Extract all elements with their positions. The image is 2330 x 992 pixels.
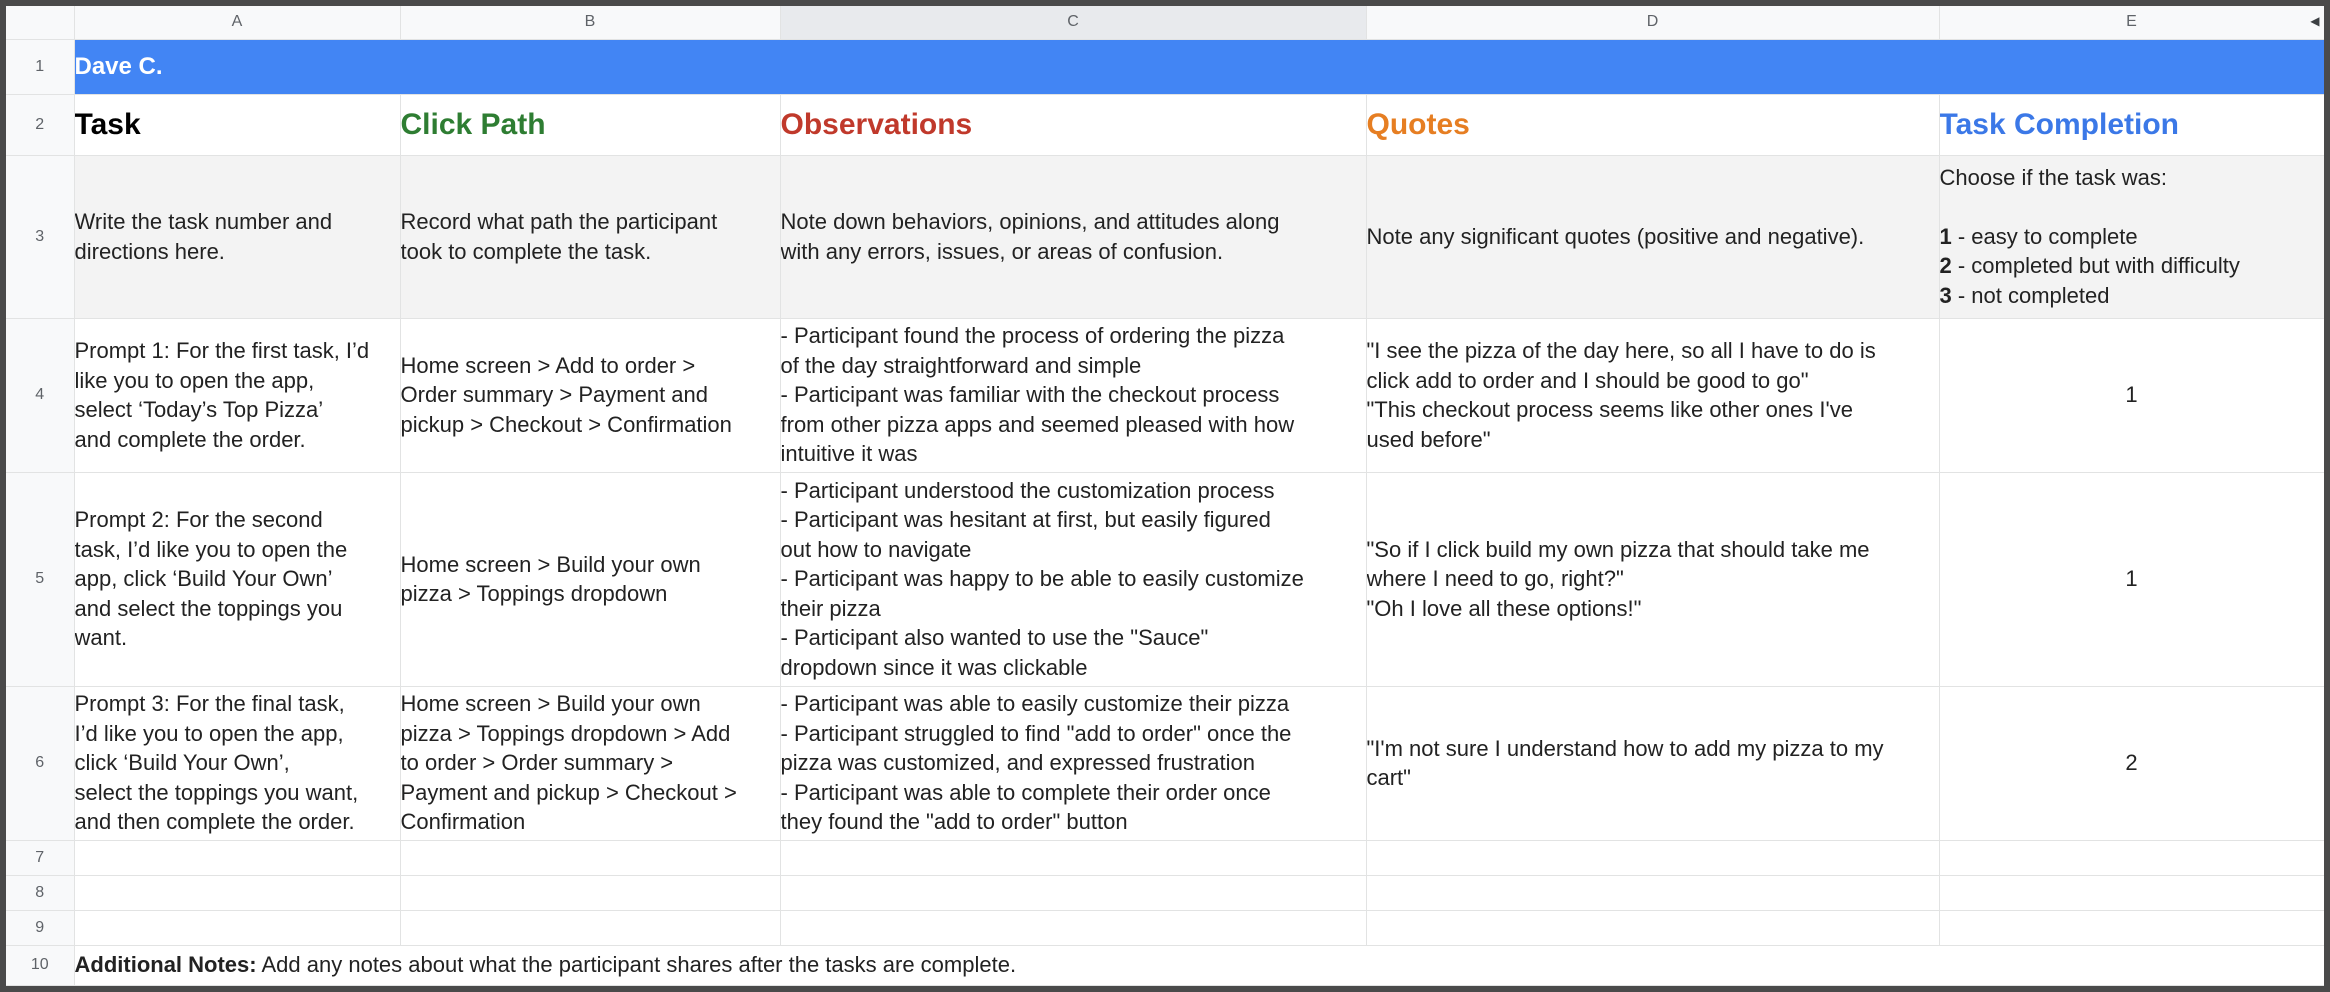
scale-text: - easy to complete: [1951, 223, 2138, 249]
completion-blank-line: [1940, 192, 2324, 222]
task-text: Prompt 2: For the second task, I’d like you to open the app, click ‘Build Your Own’ and select the toppings you want.: [74, 507, 348, 651]
row-header-10[interactable]: 10: [6, 945, 74, 985]
click-path-text: Home screen > Build your own pizza > Toppings dropdown: [400, 551, 701, 606]
observations-text: - Participant found the process of ordering the pizza of the day straightforward and simple - Participant was familiar with the checkout process from other pizza apps and seemed pleased with how intuitive it was: [780, 323, 1295, 467]
quotes-text: "I'm not sure I understand how to add my pizza to my cart": [1366, 735, 1884, 790]
column-header-c[interactable]: C: [780, 6, 1366, 39]
column-header-b[interactable]: B: [400, 6, 780, 39]
observations-cell[interactable]: [780, 686, 1366, 840]
task-text: Prompt 1: For the first task, I’d like you to open the app, select ‘Today’s Top Pizza’ and complete the order.: [74, 338, 370, 452]
quotes-description-text: Note any significant quotes (positive and negative).: [1366, 223, 1865, 249]
observations-cell[interactable]: [780, 472, 1366, 686]
click-path-text: Home screen > Build your own pizza > Toppings dropdown > Add to order > Order summary > Payment and pickup > Checkout > Confirmation: [400, 691, 737, 835]
additional-notes-cell[interactable]: [74, 945, 2324, 985]
completion-cell[interactable]: 2: [1939, 686, 2324, 840]
completion-cell[interactable]: 1: [1939, 318, 2324, 472]
click-path-cell[interactable]: [400, 686, 780, 840]
quotes-text: "I see the pizza of the day here, so all I have to do is click add to order and I should be good to go" "This checkout process seems like other ones I've used before": [1366, 338, 1876, 452]
empty-cell[interactable]: [1939, 910, 2324, 945]
observations-text: - Participant was able to easily customize their pizza - Participant struggled to find "add to order" once the pizza was customized, and expressed frustration - Participant was able to complete their order once they found the "add to order" button: [780, 691, 1292, 835]
observations-heading-cell[interactable]: Observations: [780, 94, 1366, 155]
completion-cell[interactable]: 1: [1939, 472, 2324, 686]
empty-cell[interactable]: [74, 840, 400, 875]
column-header-e-label: E: [2126, 13, 2137, 31]
empty-cell[interactable]: [400, 840, 780, 875]
empty-cell[interactable]: [1366, 840, 1939, 875]
empty-cell[interactable]: [400, 910, 780, 945]
empty-cell[interactable]: [1939, 840, 2324, 875]
scale-number: 3: [1939, 282, 1952, 308]
completion-scale-item: [1940, 281, 2324, 311]
click-path-description-cell[interactable]: [400, 155, 780, 318]
scale-number: 1: [1939, 223, 1952, 249]
task-completion-description-cell[interactable]: [1939, 155, 2324, 318]
task-cell[interactable]: [74, 472, 400, 686]
column-header-d[interactable]: D: [1366, 6, 1939, 39]
empty-cell[interactable]: [1939, 875, 2324, 910]
quotes-cell[interactable]: [1366, 686, 1939, 840]
task-text: Prompt 3: For the final task, I’d like you to open the app, click ‘Build Your Own’, select the toppings you want, and then complete the order.: [74, 691, 359, 835]
observations-description-cell[interactable]: [780, 155, 1366, 318]
row-header-3[interactable]: 3: [6, 155, 74, 318]
observations-cell[interactable]: [780, 318, 1366, 472]
task-cell[interactable]: [74, 686, 400, 840]
task-cell[interactable]: [74, 318, 400, 472]
row-header-7[interactable]: 7: [6, 840, 74, 875]
empty-cell[interactable]: [780, 910, 1366, 945]
row-header-1[interactable]: 1: [6, 39, 74, 94]
empty-cell[interactable]: [1366, 910, 1939, 945]
row-header-8[interactable]: 8: [6, 875, 74, 910]
row-header-2[interactable]: 2: [6, 94, 74, 155]
scale-text: - completed but with difficulty: [1951, 253, 2240, 279]
observations-text: - Participant understood the customization process - Participant was hesitant at first, but easily figured out how to navigate - Participant was happy to be able to easily customize their pizza - Participant also wanted to use the "Sauce" dropdown since it was clickable: [780, 477, 1304, 680]
row-header-5[interactable]: 5: [6, 472, 74, 686]
quotes-heading-cell[interactable]: Quotes: [1366, 94, 1939, 155]
observations-description-text: Note down behaviors, opinions, and attitudes along with any errors, issues, or areas of confusion.: [780, 209, 1280, 264]
quotes-cell[interactable]: [1366, 318, 1939, 472]
spreadsheet-grid: [6, 6, 2324, 986]
completion-scale-item: [1940, 222, 2324, 252]
task-heading-cell[interactable]: Task: [74, 94, 400, 155]
empty-cell[interactable]: [780, 875, 1366, 910]
empty-cell[interactable]: [400, 875, 780, 910]
click-path-description-text: Record what path the participant took to complete the task.: [400, 209, 718, 264]
click-path-cell[interactable]: [400, 318, 780, 472]
empty-cell[interactable]: [780, 840, 1366, 875]
empty-cell[interactable]: [74, 910, 400, 945]
task-description-cell[interactable]: [74, 155, 400, 318]
spreadsheet: [6, 6, 2324, 986]
scale-text: - not completed: [1951, 282, 2110, 308]
row-header-6[interactable]: 6: [6, 686, 74, 840]
column-header-e[interactable]: [1939, 6, 2324, 39]
row-header-9[interactable]: 9: [6, 910, 74, 945]
quotes-text: "So if I click build my own pizza that should take me where I need to go, right?" "Oh I love all these options!": [1366, 536, 1870, 621]
row-header-4[interactable]: 4: [6, 318, 74, 472]
scale-number: 2: [1939, 253, 1952, 279]
completion-intro-text: Choose if the task was:: [1939, 164, 2167, 190]
task-completion-heading-cell[interactable]: Task Completion: [1939, 94, 2324, 155]
click-path-cell[interactable]: [400, 472, 780, 686]
select-all-corner[interactable]: [6, 6, 74, 39]
click-path-text: Home screen > Add to order > Order summary > Payment and pickup > Checkout > Confirmation: [400, 352, 732, 437]
column-header-a[interactable]: A: [74, 6, 400, 39]
click-path-heading-cell[interactable]: Click Path: [400, 94, 780, 155]
scroll-left-arrow-icon[interactable]: ◀: [2310, 14, 2320, 28]
completion-scale-item: [1940, 251, 2324, 281]
additional-notes-label: Additional Notes:: [74, 952, 257, 978]
participant-name-cell[interactable]: Dave C.: [74, 39, 2324, 94]
empty-cell[interactable]: [1366, 875, 1939, 910]
additional-notes-text: Add any notes about what the participant shares after the tasks are complete.: [256, 952, 1017, 978]
empty-cell[interactable]: [74, 875, 400, 910]
quotes-description-cell[interactable]: [1366, 155, 1939, 318]
task-description-text: Write the task number and directions here.: [74, 209, 333, 264]
quotes-cell[interactable]: [1366, 472, 1939, 686]
